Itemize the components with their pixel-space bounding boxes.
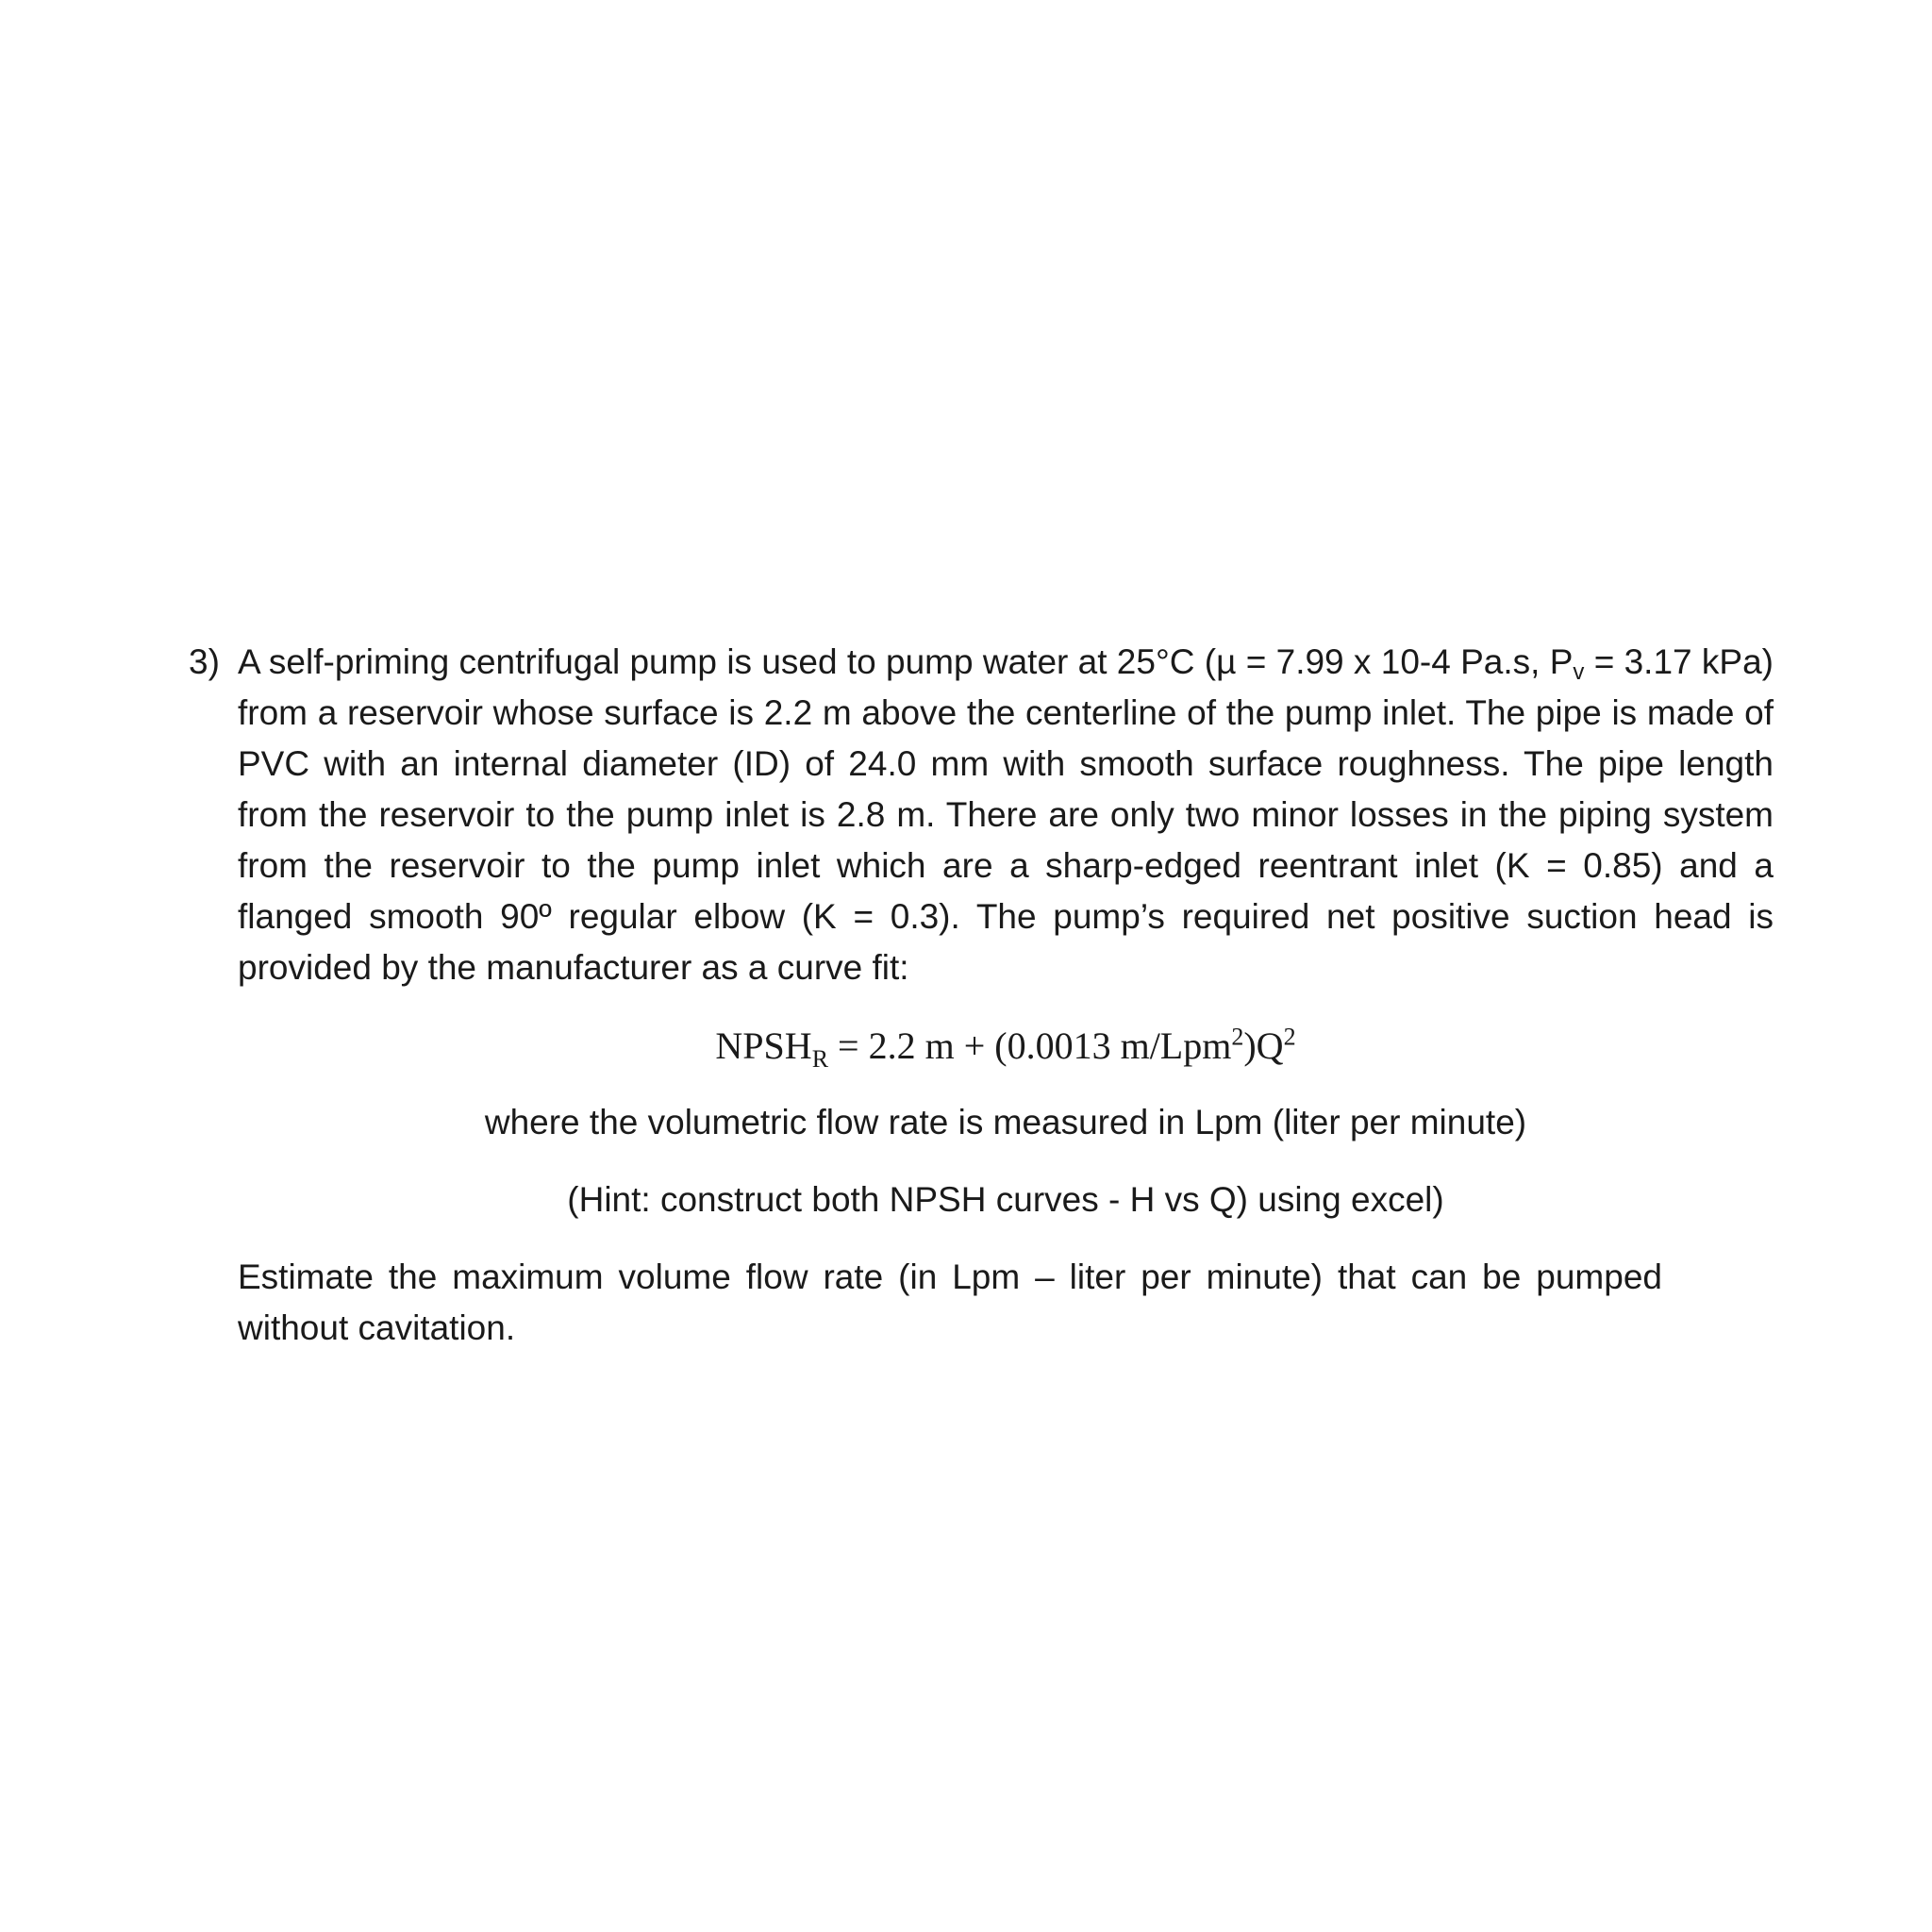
hint-text: (Hint: construct both NPSH curves - H vs Q) using excel) bbox=[567, 1180, 1444, 1219]
question-text: Estimate the maximum volume flow rate (in Lpm – liter per minute) that can be pumped without cavitation. bbox=[238, 1257, 1662, 1347]
npsh-equation bbox=[238, 1020, 1774, 1073]
flow-rate-note: where the volumetric flow rate is measured in Lpm (liter per minute) bbox=[484, 1103, 1527, 1141]
pv-subscript: v bbox=[1573, 659, 1585, 685]
equation-rhs-sup2: 2 bbox=[1283, 1023, 1296, 1051]
equation-rhs-part2: )Q bbox=[1243, 1024, 1284, 1067]
statement-part1: A self-priming centrifugal pump is used to pump water at 25°C (µ = 7.99 x 10-4 Pa.s, P bbox=[238, 642, 1574, 681]
equation-lhs: NPSH bbox=[715, 1024, 812, 1067]
problem-3 bbox=[189, 637, 1774, 1354]
equation-rhs-sup1: 2 bbox=[1231, 1023, 1244, 1051]
statement-part2: = 3.17 kPa) from a reservoir whose surface is 2.2 m above the centerline of the pump inlet. The pipe is made of PVC with an internal diameter (ID) of 24.0 mm with smooth surface roughness. The pipe length from the reservoir to the pump inlet is 2.8 m. There are only two minor losses in the piping system from the reservoir to the pump inlet which are a sharp-edged reentrant inlet (K = 0.85) and a flanged smooth 90º regular elbow (K = 0.3). The pump’s required net positive suction head is provided by the manufacturer as a curve fit: bbox=[238, 642, 1774, 987]
problem-number: 3) bbox=[189, 642, 220, 681]
equation-lhs-subscript: R bbox=[811, 1045, 829, 1073]
problem-statement bbox=[238, 637, 1774, 993]
equation-rhs-part1: = 2.2 m + (0.0013 m/Lpm bbox=[828, 1024, 1232, 1067]
problem-item bbox=[189, 637, 1774, 993]
